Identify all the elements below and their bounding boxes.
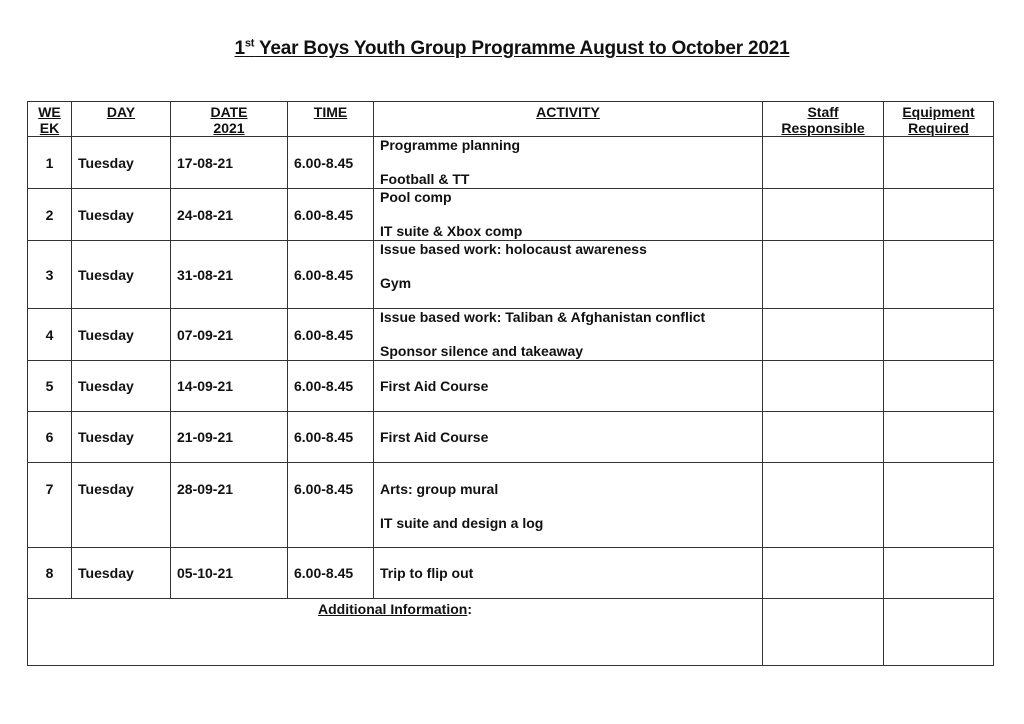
staff-cell	[763, 189, 884, 241]
day-cell: Tuesday	[72, 361, 171, 412]
activity-line: Sponsor silence and takeaway	[380, 343, 584, 359]
activity-line: Issue based work: holocaust awareness	[380, 241, 647, 257]
time-cell: 6.00-8.45	[288, 548, 374, 599]
staff-cell	[763, 548, 884, 599]
equipment-cell	[884, 241, 994, 309]
week-cell: 1	[28, 137, 72, 189]
time-cell: 6.00-8.45	[288, 241, 374, 309]
week-cell: 6	[28, 412, 72, 463]
date-cell: 14-09-21	[171, 361, 288, 412]
date-cell: 07-09-21	[171, 309, 288, 361]
date-cell: 28-09-21	[171, 463, 288, 548]
activity-cell	[374, 309, 763, 361]
activity-line: Football & TT	[380, 171, 470, 187]
staff-cell	[763, 599, 884, 666]
equipment-cell	[884, 599, 994, 666]
time-cell: 6.00-8.45	[288, 412, 374, 463]
activity-cell: First Aid Course	[374, 361, 763, 412]
staff-cell	[763, 361, 884, 412]
activity-cell: First Aid Course	[374, 412, 763, 463]
staff-cell	[763, 463, 884, 548]
header-activity: ACTIVITY	[374, 102, 763, 137]
staff-cell	[763, 137, 884, 189]
header-week: WE EK	[28, 102, 72, 137]
activity-line: IT suite and design a log	[380, 515, 544, 531]
time-cell: 6.00-8.45	[288, 309, 374, 361]
table-row	[28, 137, 994, 189]
day-cell: Tuesday	[72, 463, 171, 548]
programme-table	[27, 101, 994, 666]
week-cell: 8	[28, 548, 72, 599]
equipment-cell	[884, 189, 994, 241]
header-time: TIME	[288, 102, 374, 137]
day-cell: Tuesday	[72, 137, 171, 189]
activity-cell: Trip to flip out	[374, 548, 763, 599]
activity-line: Arts: group mural	[380, 481, 499, 497]
table-row	[28, 241, 994, 309]
equipment-cell	[884, 309, 994, 361]
page-title: 1st Year Boys Youth Group Programme August to October 2021	[234, 37, 790, 59]
table-row	[28, 548, 994, 599]
table-row	[28, 361, 994, 412]
week-cell: 3	[28, 241, 72, 309]
date-cell: 05-10-21	[171, 548, 288, 599]
activity-cell	[374, 241, 763, 309]
week-cell: 7	[28, 463, 72, 548]
activity-line: Gym	[380, 275, 412, 291]
equipment-cell	[884, 548, 994, 599]
header-day: DAY	[72, 102, 171, 137]
day-cell: Tuesday	[72, 241, 171, 309]
activity-line: Issue based work: Taliban & Afghanistan conflict	[380, 309, 706, 325]
date-cell: 17-08-21	[171, 137, 288, 189]
additional-info-cell: Additional Information:	[28, 599, 763, 666]
day-cell: Tuesday	[72, 309, 171, 361]
date-cell: 24-08-21	[171, 189, 288, 241]
activity-line: Pool comp	[380, 189, 452, 205]
week-cell: 5	[28, 361, 72, 412]
activity-cell	[374, 137, 763, 189]
activity-line: IT suite & Xbox comp	[380, 223, 523, 239]
additional-info-label: Additional Information	[318, 601, 468, 617]
equipment-cell	[884, 412, 994, 463]
table-row	[28, 463, 994, 548]
staff-cell	[763, 309, 884, 361]
table-row	[28, 412, 994, 463]
table-row	[28, 309, 994, 361]
staff-cell	[763, 412, 884, 463]
day-cell: Tuesday	[72, 189, 171, 241]
table-row	[28, 189, 994, 241]
header-staff: Staff Responsible	[763, 102, 884, 137]
week-cell: 2	[28, 189, 72, 241]
equipment-cell	[884, 137, 994, 189]
header-equipment: Equipment Required	[884, 102, 994, 137]
time-cell: 6.00-8.45	[288, 463, 374, 548]
time-cell: 6.00-8.45	[288, 189, 374, 241]
date-cell: 21-09-21	[171, 412, 288, 463]
header-row	[28, 102, 994, 137]
additional-info-row	[28, 599, 994, 666]
activity-line: Programme planning	[380, 137, 521, 153]
time-cell: 6.00-8.45	[288, 361, 374, 412]
staff-cell	[763, 241, 884, 309]
equipment-cell	[884, 463, 994, 548]
time-cell: 6.00-8.45	[288, 137, 374, 189]
date-cell: 31-08-21	[171, 241, 288, 309]
day-cell: Tuesday	[72, 412, 171, 463]
equipment-cell	[884, 361, 994, 412]
week-cell: 4	[28, 309, 72, 361]
day-cell: Tuesday	[72, 548, 171, 599]
activity-cell	[374, 189, 763, 241]
activity-cell	[374, 463, 763, 548]
header-date: DATE 2021	[171, 102, 288, 137]
